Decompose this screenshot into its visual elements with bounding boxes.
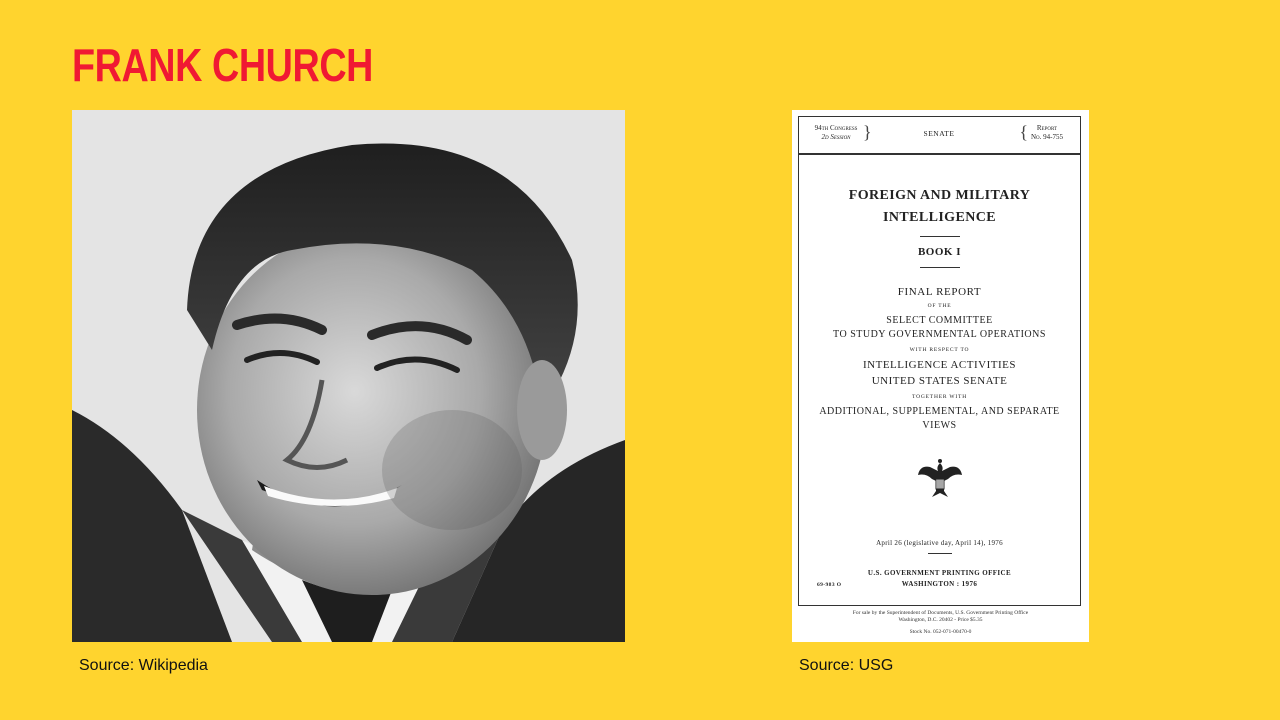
eagle-seal-icon bbox=[916, 457, 964, 501]
document-cover bbox=[792, 110, 1089, 642]
document-book: BOOK I bbox=[917, 246, 962, 259]
slide-title: FRANK CHURCH bbox=[72, 39, 374, 91]
divider bbox=[920, 236, 960, 237]
photo-caption: Source: Wikipedia bbox=[79, 657, 208, 674]
header-senate: SENATE bbox=[923, 129, 955, 138]
header-report-line: Report bbox=[1036, 124, 1058, 132]
document-header bbox=[799, 117, 1080, 155]
printer-name: U.S. GOVERNMENT PRINTING OFFICE bbox=[867, 569, 1012, 578]
subject-line2: UNITED STATES SENATE bbox=[871, 374, 1008, 387]
header-report bbox=[1020, 124, 1074, 142]
divider bbox=[920, 267, 960, 268]
document-title-line1: FOREIGN AND MILITARY bbox=[848, 188, 1031, 203]
document-with-respect: WITH RESPECT TO bbox=[909, 347, 970, 354]
document-frame bbox=[798, 116, 1081, 606]
header-report-number: No. 94-755 bbox=[1031, 132, 1063, 141]
footer-line2: Washington, D.C. 20402 - Price $5.35 bbox=[898, 617, 983, 624]
document-committee bbox=[799, 314, 1080, 342]
portrait-photo bbox=[72, 110, 625, 642]
document-title-line2: INTELLIGENCE bbox=[883, 209, 996, 225]
committee-line2: TO STUDY GOVERNMENTAL OPERATIONS bbox=[833, 329, 1046, 341]
document-body bbox=[799, 153, 1080, 591]
brace-right-icon: } bbox=[863, 122, 872, 142]
document-views bbox=[799, 405, 1080, 433]
printer-number: 69-983 O bbox=[817, 582, 842, 589]
committee-line1: SELECT COMMITTEE bbox=[886, 315, 993, 327]
brace-left-icon: { bbox=[1019, 122, 1028, 142]
subject-line1: INTELLIGENCE ACTIVITIES bbox=[863, 359, 1016, 372]
footer-stock-number: Stock No. 052-071-00470-0 bbox=[909, 628, 972, 635]
views-line1: ADDITIONAL, SUPPLEMENTAL, AND SEPARATE bbox=[819, 406, 1060, 418]
header-congress bbox=[805, 124, 867, 142]
document-date: April 26 (legislative day, April 14), 1976 bbox=[876, 539, 1003, 548]
document-of-the: OF THE bbox=[927, 303, 952, 310]
document-printer bbox=[799, 568, 1080, 590]
document-footer bbox=[792, 610, 1089, 636]
header-session-line: 2d Session bbox=[821, 132, 851, 141]
views-line2: VIEWS bbox=[922, 420, 957, 432]
document-title bbox=[799, 185, 1080, 228]
printer-city: WASHINGTON : 1976 bbox=[901, 580, 978, 589]
document-subject bbox=[799, 358, 1080, 389]
document-caption: Source: USG bbox=[799, 657, 894, 674]
document-together-with: TOGETHER WITH bbox=[912, 394, 967, 401]
divider bbox=[928, 553, 952, 554]
document-final-report: FINAL REPORT bbox=[897, 286, 982, 299]
header-congress-line: 94th Congress bbox=[814, 124, 858, 132]
footer-line1: For sale by the Superintendent of Documents, U.S. Government Printing Office bbox=[852, 610, 1029, 616]
